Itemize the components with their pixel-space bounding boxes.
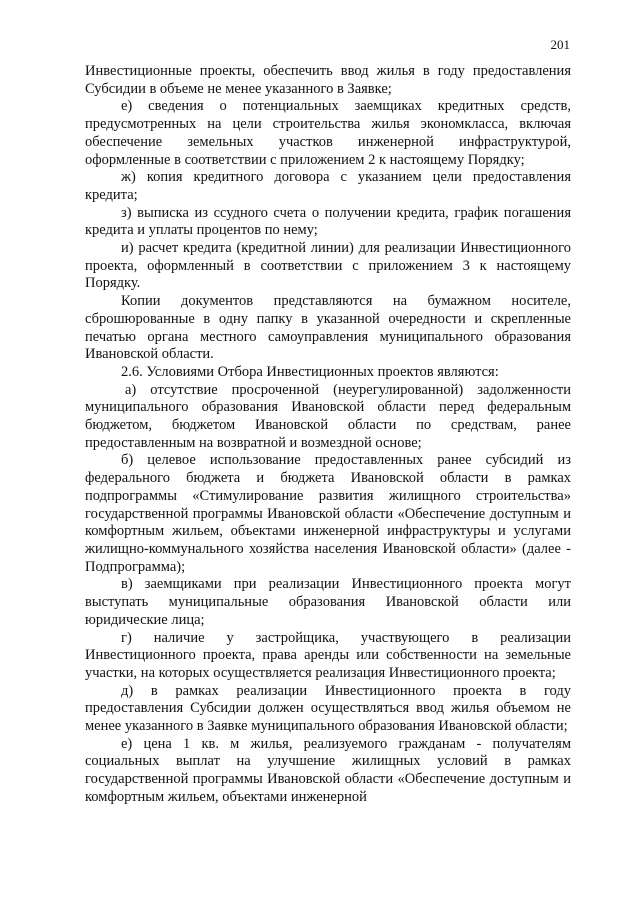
document-body [85, 63, 571, 807]
condition-v: в) заемщиками при реализации Инвестиционного проекта могут выступать муниципальные образования Ивановской области или юридические лица; [85, 576, 571, 628]
paragraph-item-i: и) расчет кредита (кредитной линии) для реализации Инвестиционного проекта, оформленный в соответствии с приложением 3 к настоящему Порядку. [85, 240, 571, 292]
paragraph-copies-note: Копии документов представляются на бумажном носителе, сброшюрованные в одну папку в указанной очередности и скрепленные печатью органа местного самоуправления муниципального образования Ивановской области. [85, 293, 571, 363]
condition-g: г) наличие у застройщика, участвующего в реализации Инвестиционного проекта, права аренды или собственности на земельные участки, на которых осуществляется реализация Инвестиционного проекта; [85, 629, 571, 681]
paragraph-continuation: Инвестиционные проекты, обеспечить ввод жилья в году предоставления Субсидии в объеме не менее указанного в Заявке; [85, 63, 571, 97]
condition-b: б) целевое использование предоставленных ранее субсидий из федерального бюджета и бюджета Ивановской области в рамках подпрограммы «Стимулирование развития жилищного строительства» государственной программы Ивановской области «Обеспечение доступным и комфортным жильем, объектами инженерной инфраструктуры и услугами жилищно-коммунального хозяйства населения Ивановской области» (далее - Подпрограмма); [85, 452, 571, 575]
page-number: 201 [550, 37, 570, 52]
paragraph-item-zh: ж) копия кредитного договора с указанием цели предоставления кредита; [85, 169, 571, 203]
condition-d: д) в рамках реализации Инвестиционного проекта в году предоставления Субсидии должен осуществляться ввод жилья объемом не менее указанного в Заявке муниципального образования Ивановской области; [85, 682, 571, 735]
condition-a: а) отсутствие просроченной (неурегулированной) задолженности муниципального образования Ивановской области перед федеральным бюджетом, бюджетом Ивановской области по средствам, ранее предоставленным на возвратной и возмездной основе; [85, 381, 571, 451]
condition-e: е) цена 1 кв. м жилья, реализуемого гражданам - получателям социальных выплат на улучшение жилищных условий в рамках государственной программы Ивановской области «Обеспечение доступным и комфортным жильем, объектами инженерной [85, 735, 571, 805]
section-2-6-heading: 2.6. Условиями Отбора Инвестиционных проектов являются: [121, 363, 499, 380]
paragraph-item-e: е) сведения о потенциальных заемщиках кредитных средств, предусмотренных на цели строительства жилья экономкласса, включая обеспечение земельных участков инженерной инфраструктурой, оформленные в соответствии с приложением 2 к настоящему Порядку; [85, 98, 571, 168]
paragraph-item-z: з) выписка из ссудного счета о получении кредита, график погашения кредита и уплаты процентов по нему; [85, 204, 571, 239]
